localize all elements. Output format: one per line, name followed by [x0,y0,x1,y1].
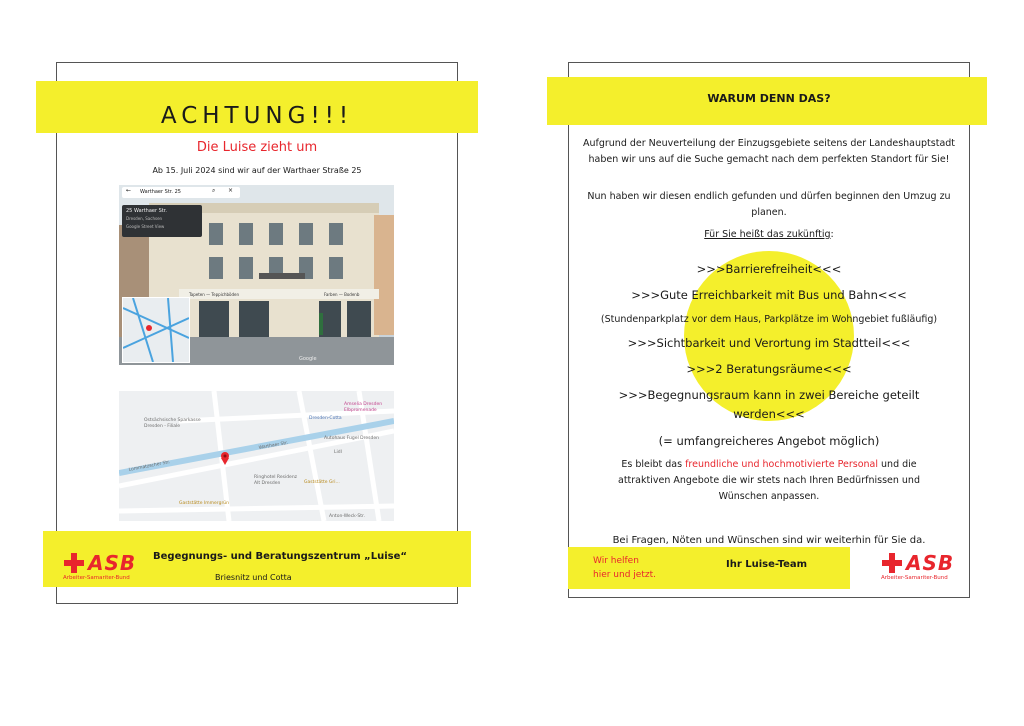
logo-org: Arbeiter-Samariter-Bund [881,575,948,581]
map-label-ringhotel-1: Ringhotel Residenz [254,475,298,480]
logo-word: ASB [906,551,955,575]
map-streets [119,391,394,521]
map-label-lidl: Lidl [334,450,342,455]
closing-before: Es bleibt das [621,459,686,470]
place-title: 25 Warthaer Str. [126,208,167,214]
place-card[interactable] [122,205,202,237]
map-label-autohaus: Autohaus Fugel Dresden [324,436,379,441]
map-label-ringhotel-2: Alt Dresden [254,481,281,486]
map-label-amselia-1: Amselia Dresden [344,402,383,407]
for-you-text: Für Sie heißt das zukünftig [704,229,831,240]
map-label-dresden-cotta: Dresden-Cotta [309,416,342,421]
for-you-line [573,227,965,243]
map-label-gaststaette: Gaststätte Gri... [304,480,340,485]
asb-logo [881,551,967,581]
search-text: Warthaer Str. 25 [140,189,181,195]
date-line: Ab 15. Juli 2024 sind wir auf der Warthaer Straße 25 [152,166,362,175]
logo-word: ASB [88,551,137,575]
shop-sign-left: Tapeten — Teppichböden [189,292,240,297]
questions-text: Bei Fragen, Nöten und Wünschen sind wir weiterhin für Sie da. [612,535,926,546]
footer-subtitle: Briesnitz und Cotta [215,573,292,582]
shop-sign-right: Farben — Bodenb [324,292,360,297]
map-label-amselia-2: Elbpromenade [344,408,377,413]
closing-after: und die attraktiven Angebote die wir stets nach Ihren Bedürfnissen und Wünschen anpassen. [618,459,920,502]
help-slogan [593,554,656,582]
google-watermark: Google [299,356,317,362]
search-icon[interactable]: ⌕ [212,187,216,194]
benefit-4: >>>2 Beratungsräume<<< [686,362,852,376]
search-box[interactable] [122,187,240,198]
closing-highlight: freundliche und hochmotivierte Personal [685,459,879,470]
benefit-2-note: (Stundenparkplatz vor dem Haus, Parkplätze im Wohngebiet fußläufig) [600,314,938,325]
headline: WARUM DENN DAS? [707,92,831,105]
headline: ACHTUNG!!! [160,103,354,129]
asb-logo [63,551,149,581]
mini-map-streets [123,298,189,362]
mini-map[interactable] [122,297,190,363]
logo-org: Arbeiter-Samariter-Bund [63,575,130,581]
benefit-5: >>>Begegnungsraum kann in zwei Bereiche geteilt werden<<< [618,388,920,421]
place-badge: Google Street View [126,224,165,229]
back-arrow-icon[interactable]: ← [126,187,132,194]
map-label-anton-weck: Anton-Weck-Str. [329,514,365,519]
footer-title: Begegnungs- und Beratungszentrum „Luise“ [153,551,407,562]
flyer-back [568,62,970,598]
flyer-front [56,62,458,604]
samaritan-cross-icon [63,553,85,573]
benefit-2: >>>Gute Erreichbarkeit mit Bus und Bahn<<< [631,288,907,302]
close-icon[interactable]: × [228,187,234,194]
map-label-lommatzscher: Lommatzscher Str. [128,460,171,473]
found-text: Nun haben wir diesen endlich gefunden und dürfen beginnen den Umzug zu planen. [587,191,951,218]
location-map[interactable] [119,391,394,521]
map-label-bank-1: Ostsächsische Sparkasse [144,418,201,423]
benefit-1: >>>Barrierefreiheit<<< [696,262,842,276]
closing-text [595,457,943,505]
map-label-warthaer: Warthaer Str. [258,440,289,451]
map-label-gaststaette-imm: Gaststätte Immergrün [179,501,229,506]
benefit-5-note: (= umfangreicheres Angebot möglich) [658,434,880,448]
benefit-3: >>>Sichtbarkeit und Verortung im Stadtteil<<< [627,336,911,350]
place-sub: Dresden, Sachsen [126,216,163,221]
street-view-photo [119,185,394,365]
team-signature: Ihr Luise-Team [726,559,808,570]
samaritan-cross-icon [881,553,903,573]
help-line-2: hier und jetzt. [593,570,656,580]
intro-text: Aufgrund der Neuverteilung der Einzugsgebiete seitens der Landeshauptstadt haben wir uns auf die Suche gemacht nach dem perfekten Standort für Sie! [582,138,956,165]
subtitle: Die Luise zieht um [196,140,318,155]
help-line-1: Wir helfen [593,556,639,566]
map-label-bank-2: Dresden - Filiale [144,424,181,429]
for-you-colon: : [830,229,834,240]
